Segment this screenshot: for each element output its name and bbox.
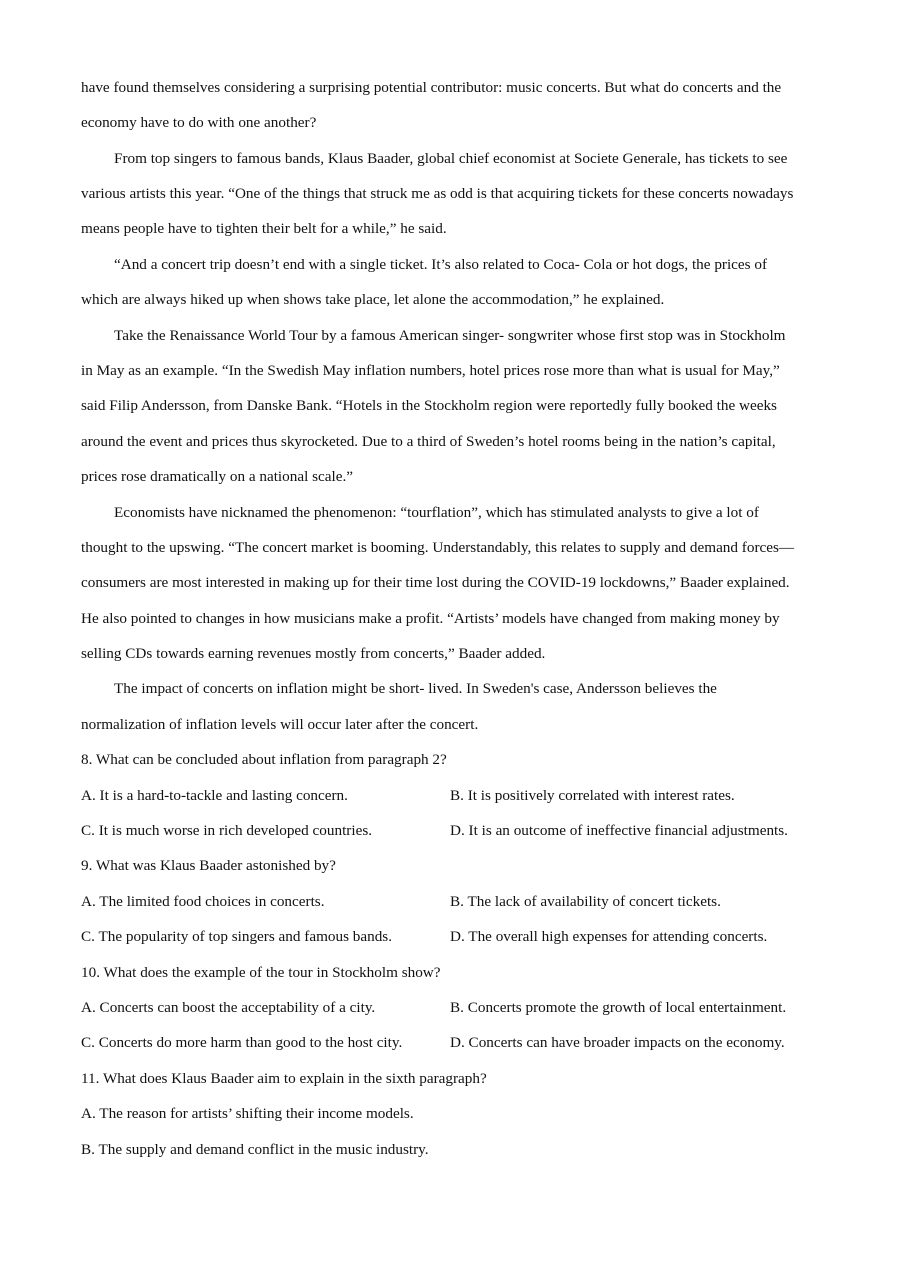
answer-option: D. It is an outcome of ineffective financial adjustments. — [450, 822, 788, 839]
answer-option: A. The limited food choices in concerts. — [81, 893, 325, 910]
passage-line: selling CDs towards earning revenues mostly from concerts,” Baader added. — [81, 645, 546, 662]
answer-option: B. The supply and demand conflict in the music industry. — [81, 1141, 429, 1158]
passage-line: The impact of concerts on inflation might be short- lived. In Sweden's case, Andersson believes the — [114, 680, 717, 697]
question-stem: 10. What does the example of the tour in Stockholm show? — [81, 964, 441, 981]
passage-line: Economists have nicknamed the phenomenon: “tourflation”, which has stimulated analysts to give a lot of — [114, 504, 759, 521]
passage-line: prices rose dramatically on a national scale.” — [81, 468, 353, 485]
question-stem: 9. What was Klaus Baader astonished by? — [81, 857, 336, 874]
answer-option: D. The overall high expenses for attending concerts. — [450, 928, 768, 945]
question-stem: 8. What can be concluded about inflation from paragraph 2? — [81, 751, 447, 768]
answer-option: B. Concerts promote the growth of local entertainment. — [450, 999, 787, 1016]
answer-option: B. It is positively correlated with interest rates. — [450, 787, 735, 804]
passage-line: which are always hiked up when shows take place, let alone the accommodation,” he explained. — [81, 291, 665, 308]
passage-line: From top singers to famous bands, Klaus Baader, global chief economist at Societe Generale, has tickets to see — [114, 150, 788, 167]
passage-line: around the event and prices thus skyrocketed. Due to a third of Sweden’s hotel rooms being in the nation’s capital, — [81, 433, 776, 450]
answer-option: C. It is much worse in rich developed countries. — [81, 822, 373, 839]
passage-line: He also pointed to changes in how musicians make a profit. “Artists’ models have changed from making money by — [81, 610, 780, 627]
answer-option: A. The reason for artists’ shifting their income models. — [81, 1105, 414, 1122]
question-stem: 11. What does Klaus Baader aim to explain in the sixth paragraph? — [81, 1070, 487, 1087]
passage-line: in May as an example. “In the Swedish May inflation numbers, hotel prices rose more than what is usual for May,” — [81, 362, 780, 379]
passage-line: have found themselves considering a surprising potential contributor: music concerts. But what do concerts and the — [81, 79, 782, 96]
passage-line: Take the Renaissance World Tour by a famous American singer- songwriter whose first stop was in Stockholm — [114, 327, 786, 344]
passage-line: normalization of inflation levels will occur later after the concert. — [81, 716, 479, 733]
answer-option: A. It is a hard-to-tackle and lasting concern. — [81, 787, 348, 804]
passage-line: said Filip Andersson, from Danske Bank. “Hotels in the Stockholm region were reportedly fully booked the weeks — [81, 397, 777, 414]
passage-line: “And a concert trip doesn’t end with a single ticket. It’s also related to Coca- Cola or hot dogs, the prices of — [114, 256, 768, 273]
passage-line: consumers are most interested in making up for their time lost during the COVID-19 lockdowns,” Baader explained. — [81, 574, 790, 591]
passage-line: economy have to do with one another? — [81, 114, 317, 131]
answer-option: D. Concerts can have broader impacts on the economy. — [450, 1034, 785, 1051]
answer-option: C. The popularity of top singers and famous bands. — [81, 928, 393, 945]
answer-option: C. Concerts do more harm than good to the host city. — [81, 1034, 403, 1051]
answer-option: B. The lack of availability of concert tickets. — [450, 893, 721, 910]
passage-line: various artists this year. “One of the things that struck me as odd is that acquiring tickets for these concerts nowadays — [81, 185, 794, 202]
passage-line: thought to the upswing. “The concert market is booming. Understandably, this relates to supply and demand forces— — [81, 539, 795, 556]
passage-line: means people have to tighten their belt for a while,” he said. — [81, 220, 447, 237]
answer-option: A. Concerts can boost the acceptability of a city. — [81, 999, 376, 1016]
